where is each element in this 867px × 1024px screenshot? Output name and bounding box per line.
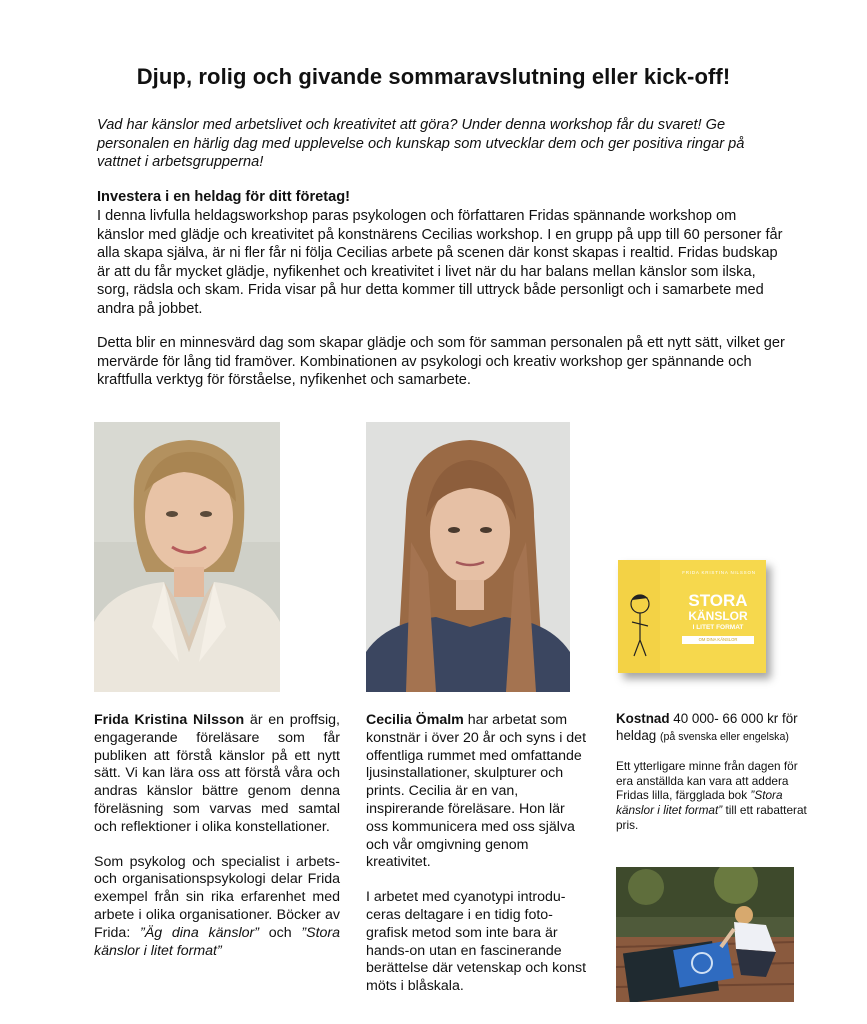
cecilia-portrait	[366, 422, 570, 692]
cost-language: (på svenska eller engelska)	[659, 730, 789, 743]
frida-name: Frida Kristina Nilsson	[94, 712, 245, 728]
cecilia-bio-1-text: har arbetat som konstnär i över 20 år och syns i det offentliga rummet med omfattande ljusinstallationer, skulpturer och prints. Cecilia är en van, inspirerande föreläsare. Hon lär oss kommunicera med oss själva och vår omgivning genom kreativitet.	[366, 712, 587, 871]
frida-bio-1-text: är en proffsig, engagerande föreläsare som får publiken att förstå känslor på ett nytt sätt. Vi kan lära oss att förstå våra och andras känslor bättre genom denna föreläsning som varvas med samtal och reflektioner i olika konstellationer.	[94, 712, 340, 835]
cost-extra-end: till ett rabatterat pris.	[616, 802, 807, 832]
frida-bio-2-text: Som psykolog och specialist i arbets- och organisationspsykologi delar Frida exempel från sin rika erfarenhet med arbete i olika organisationer. Böcker av Frida:	[94, 853, 340, 941]
cecilia-bio-2: I arbetet med cyanotypi introdu-ceras deltagare i en tidig foto-grafisk metod som inte bara är hands-on utan en fascinerande berättelse där vetenskap och konst möts i blåskala.	[366, 889, 587, 995]
frida-book-2: ”Stora känslor i litet format”	[94, 924, 341, 959]
frida-bio-2	[94, 854, 340, 961]
cecilia-name: Cecilia Ömalm	[366, 712, 464, 728]
cost-extra-book: ”Stora känslor i litet format”	[616, 788, 783, 817]
frida-and: och	[258, 924, 302, 941]
cost-text	[616, 711, 816, 745]
book-title-2: KÄNSLOR	[688, 609, 748, 623]
intro-text: Vad har känslor med arbetslivet och kreativitet att göra? Under denna workshop får du svaret! Ge personalen en härlig dag med upplevelse och kunskap som utvecklar dem och ger positiva ringar på vattnet i arbetsgrupperna!	[97, 117, 745, 170]
book-subtitle: OM DINA KÄNSLOR	[682, 636, 754, 644]
invest-heading: Investera i en heldag för ditt företag!	[97, 189, 350, 205]
invest-paragraph-1: I denna livfulla heldagsworkshop paras psykologen och författaren Fridas spännande workshop om känslor med glädje och kreativitet på konstnärens Cecilias workshop. I en grupp på upp till 60 personer får alla skapa själva, är ni fler får ni följa Cecilias arbete på scenen där konst skapas i realtid. Fridas budskap är att du får mycket glädje, nyfikenhet och kreativitet i livet när du har balans mellan känslor som ilska, sorg, rädsla och skam. Frida visar på hur detta kommer till uttryck både personligt och i samarbete med andra på jobbet.	[97, 208, 783, 317]
frida-column	[94, 712, 340, 960]
cost-label: Kostnad	[616, 711, 670, 726]
page-title: Djup, rolig och givande sommaravslutning eller kick-off!	[136, 64, 731, 89]
workshop-photo	[616, 867, 794, 1002]
cost-extra-text: Ett ytterligare minne från dagen för era anställda kan vara att addera Fridas lilla, färgglada bok	[616, 759, 798, 803]
frida-bio-1	[94, 712, 340, 837]
cecilia-bio-1	[366, 712, 590, 872]
invest-paragraph-2: Detta blir en minnesvärd dag som skapar glädje och som för samman personalen på ett nytt sätt, vilket ger mervärde för lång tid framöver. Kombinationen av psykologi och kreativ workshop ger spännande och kraftfulla verktyg för förståelse, nyfikenhet och samarbete.	[97, 335, 785, 389]
cost-extra	[616, 759, 816, 832]
cecilia-column	[366, 712, 590, 996]
cost-column	[616, 711, 816, 832]
book-cover	[618, 560, 766, 673]
book-title-3: I LITET FORMAT	[692, 624, 744, 631]
frida-portrait	[94, 422, 280, 692]
book-author: FRIDA KRISTINA NILSSON	[682, 570, 756, 575]
book-title-1: STORA	[688, 591, 748, 610]
frida-book-1: ”Äg dina känslor”	[140, 924, 259, 941]
cost-value: 40 000- 66 000 kr för heldag	[616, 711, 798, 743]
